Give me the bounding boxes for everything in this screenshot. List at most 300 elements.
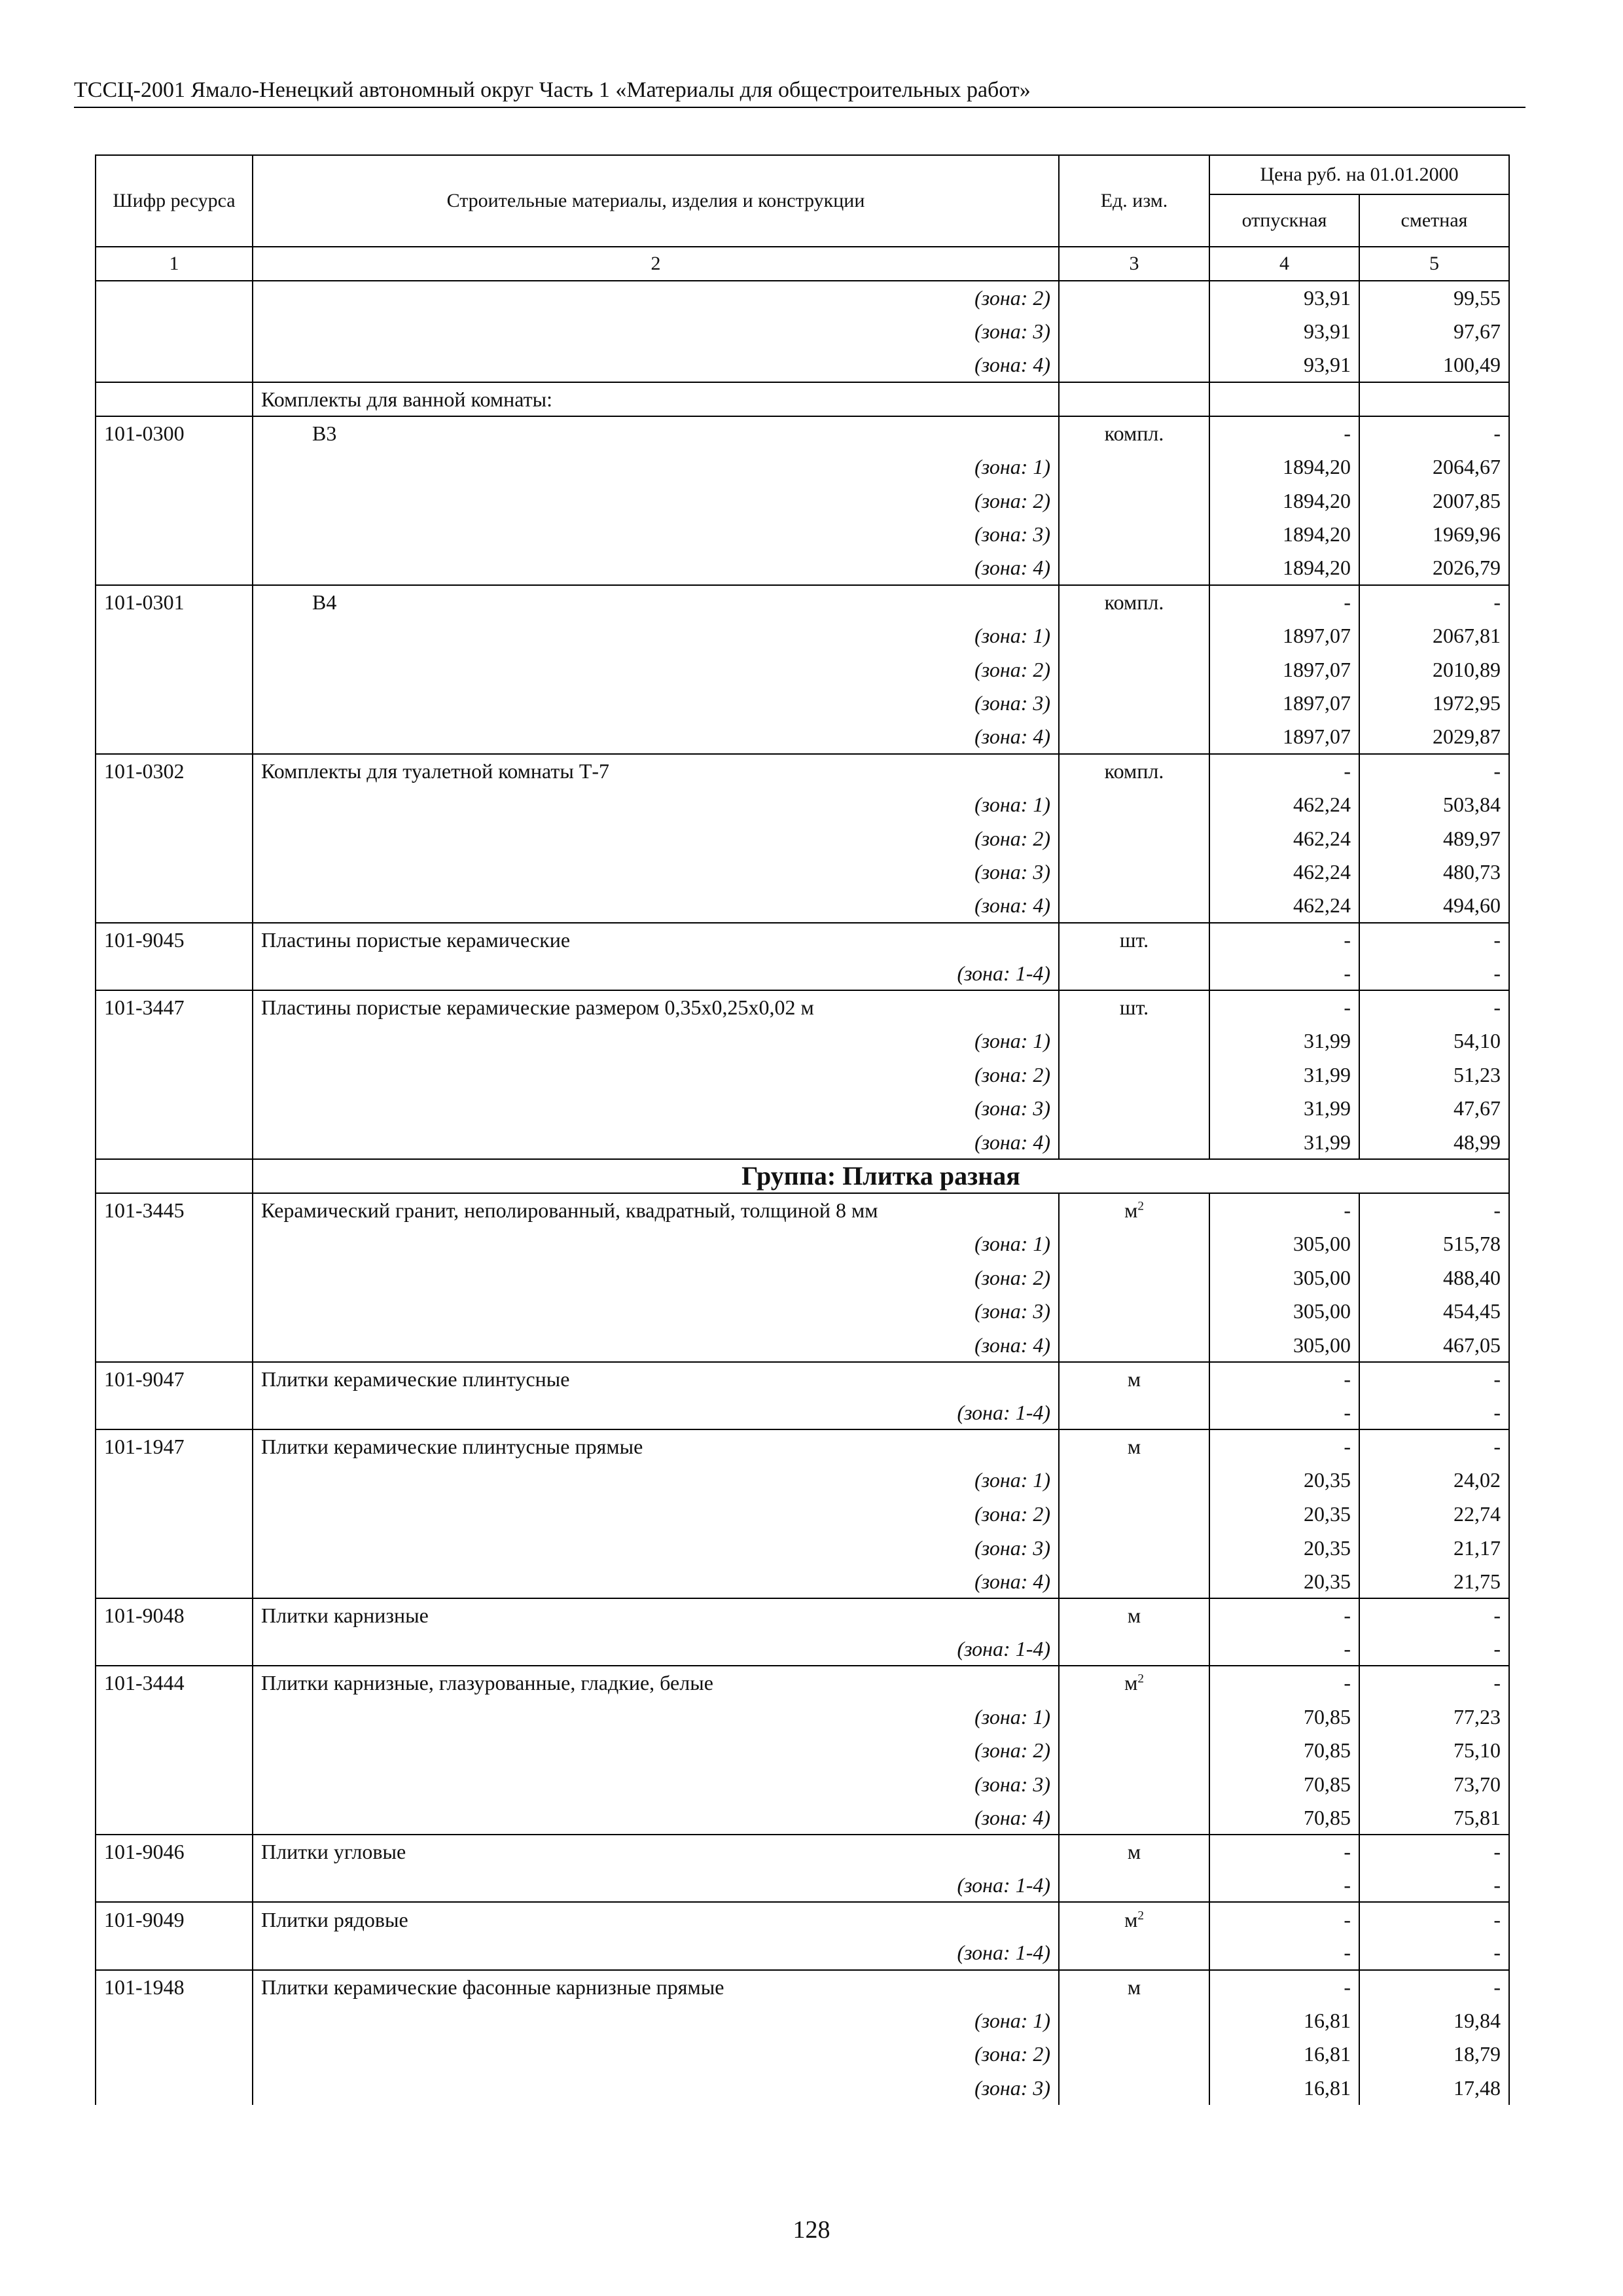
unit-of-measure [1059, 585, 1209, 619]
column-number-row [96, 247, 1509, 281]
zone-label: (зона: 1-4) [253, 1632, 1059, 1666]
estimate-price: - [1359, 1936, 1509, 1970]
unit-of-measure [1059, 1632, 1209, 1666]
zone-row [96, 1869, 1509, 1903]
zone-row [96, 281, 1509, 315]
unit-of-measure [1059, 1733, 1209, 1767]
resource-code [96, 1328, 253, 1362]
material-name: Керамический гранит, неполированный, квадратный, толщиной 8 мм [253, 1193, 1059, 1227]
zone-row [96, 821, 1509, 855]
estimate-price: 97,67 [1359, 315, 1509, 349]
release-price: - [1209, 416, 1359, 450]
material-name: Комплекты для туалетной комнаты Т-7 [253, 754, 1059, 788]
zone-label: (зона: 1) [253, 1463, 1059, 1498]
release-price: - [1209, 1395, 1359, 1429]
table-row [96, 382, 1509, 416]
estimate-price: - [1359, 923, 1509, 957]
release-price: - [1209, 1598, 1359, 1632]
table-row [96, 1598, 1509, 1632]
release-price: 1894,20 [1209, 450, 1359, 484]
estimate-price: 1972,95 [1359, 687, 1509, 721]
page-number: 128 [793, 2216, 830, 2244]
unit-of-measure [1059, 855, 1209, 889]
col-header-estimate: сметная [1359, 194, 1509, 247]
resource-code [96, 2037, 253, 2072]
estimate-price: 2067,81 [1359, 619, 1509, 653]
resource-code [96, 1564, 253, 1598]
unit-of-measure [1059, 720, 1209, 754]
material-name: Плитки карнизные, глазурованные, гладкие, белые [253, 1666, 1059, 1700]
estimate-price: 75,81 [1359, 1801, 1509, 1835]
column-number: 4 [1209, 247, 1359, 281]
zone-label: (зона: 1-4) [253, 956, 1059, 990]
zone-row [96, 1767, 1509, 1801]
resource-code: 101-0302 [96, 754, 253, 788]
release-price: 1894,20 [1209, 484, 1359, 518]
resource-code: 101-9048 [96, 1598, 253, 1632]
zone-label: (зона: 1) [253, 1227, 1059, 1261]
zone-label: (зона: 1) [253, 2003, 1059, 2037]
zone-label: (зона: 1-4) [253, 1936, 1059, 1970]
resource-code [96, 518, 253, 552]
unit-text: м [1127, 1840, 1141, 1864]
zone-label: (зона: 3) [253, 1092, 1059, 1126]
release-price: 1897,07 [1209, 687, 1359, 721]
estimate-price: 515,78 [1359, 1227, 1509, 1261]
unit-text: м [1127, 1975, 1141, 1999]
estimate-price: - [1359, 1835, 1509, 1869]
release-price: - [1209, 1193, 1359, 1227]
estimate-price: - [1359, 1632, 1509, 1666]
release-price: 16,81 [1209, 2003, 1359, 2037]
unit-of-measure [1059, 1936, 1209, 1970]
zone-label: (зона: 2) [253, 2037, 1059, 2072]
resource-code: 101-0301 [96, 585, 253, 619]
zone-row [96, 787, 1509, 821]
estimate-price: - [1359, 416, 1509, 450]
zone-row [96, 956, 1509, 990]
release-price: 462,24 [1209, 889, 1359, 923]
release-price: 20,35 [1209, 1564, 1359, 1598]
release-price: - [1209, 1869, 1359, 1903]
zone-label: (зона: 1-4) [253, 1869, 1059, 1903]
resource-code [96, 821, 253, 855]
release-price: 305,00 [1209, 1295, 1359, 1329]
release-price: 93,91 [1209, 281, 1359, 315]
release-price: 31,99 [1209, 1024, 1359, 1058]
zone-row [96, 855, 1509, 889]
estimate-price: - [1359, 1902, 1509, 1936]
table-row [96, 1970, 1509, 2004]
table-row [96, 1193, 1509, 1227]
resource-code [96, 619, 253, 653]
resource-code: 101-9046 [96, 1835, 253, 1869]
unit-of-measure [1059, 787, 1209, 821]
release-price: - [1209, 923, 1359, 957]
zone-label: (зона: 4) [253, 720, 1059, 754]
material-name: Плитки карнизные [253, 1598, 1059, 1632]
material-name: Плитки керамические плинтусные [253, 1362, 1059, 1396]
resource-code [96, 1869, 253, 1903]
unit-of-measure [1059, 1767, 1209, 1801]
unit-of-measure [1059, 1193, 1209, 1227]
release-price: - [1209, 956, 1359, 990]
unit-of-measure [1059, 1801, 1209, 1835]
zone-label: (зона: 1) [253, 450, 1059, 484]
unit-of-measure [1059, 1395, 1209, 1429]
zone-row [96, 1936, 1509, 1970]
unit-of-measure [1059, 1362, 1209, 1396]
unit-of-measure [1059, 1970, 1209, 2004]
estimate-price: 24,02 [1359, 1463, 1509, 1498]
zone-label: (зона: 1) [253, 619, 1059, 653]
estimate-price: 1969,96 [1359, 518, 1509, 552]
material-name: Плитки керамические фасонные карнизные прямые [253, 1970, 1059, 2004]
unit-of-measure [1059, 551, 1209, 585]
resource-code [96, 1767, 253, 1801]
release-price [1209, 382, 1359, 416]
resource-code [96, 1395, 253, 1429]
table-row [96, 585, 1509, 619]
col-header-code: Шифр ресурса [96, 155, 253, 247]
estimate-price: 54,10 [1359, 1024, 1509, 1058]
table-row [96, 990, 1509, 1024]
unit-of-measure [1059, 1125, 1209, 1159]
zone-row [96, 1125, 1509, 1159]
zone-label: (зона: 4) [253, 1564, 1059, 1598]
estimate-price: - [1359, 1362, 1509, 1396]
unit-of-measure [1059, 754, 1209, 788]
estimate-price: - [1359, 1598, 1509, 1632]
release-price: 93,91 [1209, 315, 1359, 349]
release-price: 70,85 [1209, 1801, 1359, 1835]
unit-text: компл. [1104, 422, 1164, 446]
estimate-price: 51,23 [1359, 1058, 1509, 1092]
material-name: Пластины пористые керамические [253, 923, 1059, 957]
zone-label: (зона: 4) [253, 1328, 1059, 1362]
unit-of-measure [1059, 2071, 1209, 2105]
zone-row [96, 1024, 1509, 1058]
release-price: - [1209, 990, 1359, 1024]
release-price: 31,99 [1209, 1092, 1359, 1126]
resource-code: 101-9045 [96, 923, 253, 957]
zone-row [96, 1295, 1509, 1329]
release-price: 1897,07 [1209, 720, 1359, 754]
unit-of-measure [1059, 1902, 1209, 1936]
document-header: ТССЦ-2001 Ямало-Ненецкий автономный округ Часть 1 «Материалы для общестроительных работ» [74, 74, 1525, 108]
resource-code [96, 551, 253, 585]
estimate-price: 99,55 [1359, 281, 1509, 315]
unit-of-measure [1059, 348, 1209, 382]
zone-row [96, 1497, 1509, 1531]
column-number: 2 [253, 247, 1059, 281]
col-header-unit: Ед. изм. [1059, 155, 1209, 247]
estimate-price: 75,10 [1359, 1733, 1509, 1767]
estimate-price: 22,74 [1359, 1497, 1509, 1531]
resource-code [96, 787, 253, 821]
zone-label: (зона: 3) [253, 1767, 1059, 1801]
unit-of-measure [1059, 1092, 1209, 1126]
table-row [96, 1666, 1509, 1700]
zone-label: (зона: 2) [253, 1733, 1059, 1767]
estimate-price [1359, 382, 1509, 416]
zone-label: (зона: 2) [253, 1497, 1059, 1531]
resource-code [96, 653, 253, 687]
zone-row [96, 653, 1509, 687]
zone-label: (зона: 3) [253, 1531, 1059, 1565]
release-price: 1897,07 [1209, 653, 1359, 687]
col-header-name: Строительные материалы, изделия и конструкции [253, 155, 1059, 247]
zone-row [96, 1801, 1509, 1835]
estimate-price: 488,40 [1359, 1261, 1509, 1295]
estimate-price: 47,67 [1359, 1092, 1509, 1126]
zone-label: (зона: 4) [253, 1801, 1059, 1835]
unit-of-measure [1059, 1328, 1209, 1362]
unit-text: компл. [1104, 590, 1164, 615]
resource-code [96, 1159, 253, 1193]
estimate-price: - [1359, 1666, 1509, 1700]
unit-of-measure [1059, 1261, 1209, 1295]
estimate-price: - [1359, 956, 1509, 990]
estimate-price: 18,79 [1359, 2037, 1509, 2072]
resource-code: 101-3445 [96, 1193, 253, 1227]
table-row [96, 923, 1509, 957]
unit-of-measure [1059, 518, 1209, 552]
zone-row [96, 687, 1509, 721]
zone-label: (зона: 1-4) [253, 1395, 1059, 1429]
estimate-price: 21,17 [1359, 1531, 1509, 1565]
zone-label: (зона: 3) [253, 2071, 1059, 2105]
unit-of-measure [1059, 687, 1209, 721]
estimate-price: 77,23 [1359, 1700, 1509, 1734]
resource-code [96, 1700, 253, 1734]
unit-of-measure [1059, 1429, 1209, 1463]
zone-label: (зона: 1) [253, 1700, 1059, 1734]
zone-row [96, 1058, 1509, 1092]
estimate-price: - [1359, 585, 1509, 619]
zone-label: (зона: 2) [253, 281, 1059, 315]
release-price: 31,99 [1209, 1125, 1359, 1159]
resource-code [96, 1463, 253, 1498]
column-number: 1 [96, 247, 253, 281]
unit-of-measure [1059, 1497, 1209, 1531]
zone-row [96, 2037, 1509, 2072]
resource-code: 101-3444 [96, 1666, 253, 1700]
material-name: Плитки угловые [253, 1835, 1059, 1869]
resource-code [96, 1936, 253, 1970]
unit-of-measure [1059, 416, 1209, 450]
release-price: 305,00 [1209, 1227, 1359, 1261]
zone-row [96, 1395, 1509, 1429]
unit-exponent: 2 [1137, 1199, 1144, 1213]
zone-label: (зона: 3) [253, 1295, 1059, 1329]
estimate-price: 21,75 [1359, 1564, 1509, 1598]
col-header-price: Цена руб. на 01.01.2000 [1209, 155, 1509, 194]
estimate-price: 2007,85 [1359, 484, 1509, 518]
unit-of-measure [1059, 1024, 1209, 1058]
zone-label: (зона: 2) [253, 1261, 1059, 1295]
zone-label: (зона: 3) [253, 315, 1059, 349]
estimate-price: 467,05 [1359, 1328, 1509, 1362]
zone-row [96, 1463, 1509, 1498]
unit-text: м [1127, 1367, 1141, 1391]
release-price: 305,00 [1209, 1261, 1359, 1295]
estimate-price: 503,84 [1359, 787, 1509, 821]
resource-code [96, 1531, 253, 1565]
estimate-price: - [1359, 990, 1509, 1024]
material-name: Комплекты для ванной комнаты: [253, 382, 1059, 416]
unit-of-measure [1059, 653, 1209, 687]
release-price: - [1209, 1902, 1359, 1936]
unit-of-measure [1059, 1666, 1209, 1700]
zone-label: (зона: 3) [253, 518, 1059, 552]
release-price: 462,24 [1209, 855, 1359, 889]
resource-code [96, 1733, 253, 1767]
resource-code [96, 1227, 253, 1261]
unit-of-measure [1059, 1058, 1209, 1092]
section-title: Группа: Плитка разная [253, 1159, 1509, 1193]
estimate-price: 2064,67 [1359, 450, 1509, 484]
release-price: 305,00 [1209, 1328, 1359, 1362]
unit-of-measure [1059, 2003, 1209, 2037]
zone-row [96, 1328, 1509, 1362]
release-price: - [1209, 1632, 1359, 1666]
material-name: В4 [253, 585, 1059, 619]
zone-row [96, 1632, 1509, 1666]
zone-label: (зона: 2) [253, 484, 1059, 518]
estimate-price: - [1359, 1429, 1509, 1463]
release-price: 70,85 [1209, 1700, 1359, 1734]
zone-row [96, 1733, 1509, 1767]
resource-code [96, 956, 253, 990]
section-row [96, 1159, 1509, 1193]
estimate-price: 2010,89 [1359, 653, 1509, 687]
resource-code [96, 1058, 253, 1092]
zone-row [96, 315, 1509, 349]
unit-of-measure [1059, 1227, 1209, 1261]
unit-of-measure [1059, 1835, 1209, 1869]
unit-text: м [1124, 1198, 1138, 1223]
zone-row [96, 484, 1509, 518]
unit-text: м [1124, 1907, 1138, 1931]
zone-label: (зона: 4) [253, 889, 1059, 923]
resource-code [96, 1092, 253, 1126]
unit-text: компл. [1104, 759, 1164, 783]
estimate-price: - [1359, 1869, 1509, 1903]
release-price: 20,35 [1209, 1463, 1359, 1498]
resource-code [96, 1801, 253, 1835]
release-price: - [1209, 1362, 1359, 1396]
unit-of-measure [1059, 1869, 1209, 1903]
resource-code [96, 1295, 253, 1329]
resource-code: 101-1947 [96, 1429, 253, 1463]
zone-row [96, 518, 1509, 552]
release-price: - [1209, 585, 1359, 619]
estimate-price: 19,84 [1359, 2003, 1509, 2037]
release-price: 20,35 [1209, 1497, 1359, 1531]
release-price: - [1209, 1970, 1359, 2004]
unit-text: м [1127, 1435, 1141, 1459]
release-price: - [1209, 1835, 1359, 1869]
resource-code [96, 1632, 253, 1666]
zone-label: (зона: 1) [253, 787, 1059, 821]
table-header [96, 155, 1509, 281]
material-name: Пластины пористые керамические размером 0,35х0,25х0,02 м [253, 990, 1059, 1024]
table-row [96, 1429, 1509, 1463]
unit-of-measure [1059, 450, 1209, 484]
release-price: 16,81 [1209, 2071, 1359, 2105]
estimate-price: 48,99 [1359, 1125, 1509, 1159]
table-row [96, 1362, 1509, 1396]
zone-row [96, 348, 1509, 382]
unit-of-measure [1059, 1463, 1209, 1498]
material-name: Плитки рядовые [253, 1902, 1059, 1936]
estimate-price: 480,73 [1359, 855, 1509, 889]
resource-code [96, 1497, 253, 1531]
resource-code [96, 281, 253, 315]
unit-of-measure [1059, 484, 1209, 518]
unit-of-measure [1059, 889, 1209, 923]
unit-of-measure [1059, 619, 1209, 653]
resource-code [96, 484, 253, 518]
unit-of-measure [1059, 821, 1209, 855]
unit-of-measure [1059, 1531, 1209, 1565]
zone-label: (зона: 2) [253, 1058, 1059, 1092]
estimate-price: 100,49 [1359, 348, 1509, 382]
estimate-price: - [1359, 1395, 1509, 1429]
resource-code [96, 450, 253, 484]
resource-code [96, 1125, 253, 1159]
release-price: - [1209, 754, 1359, 788]
zone-row [96, 1092, 1509, 1126]
unit-text: м [1127, 1604, 1141, 1628]
resource-code [96, 2071, 253, 2105]
zone-row [96, 2071, 1509, 2105]
estimate-price: 454,45 [1359, 1295, 1509, 1329]
release-price: 1897,07 [1209, 619, 1359, 653]
estimate-price: 494,60 [1359, 889, 1509, 923]
zone-row [96, 1227, 1509, 1261]
estimate-price: 489,97 [1359, 821, 1509, 855]
release-price: 16,81 [1209, 2037, 1359, 2072]
zone-label: (зона: 3) [253, 687, 1059, 721]
release-price: 70,85 [1209, 1733, 1359, 1767]
zone-row [96, 889, 1509, 923]
resource-code [96, 315, 253, 349]
unit-of-measure [1059, 1598, 1209, 1632]
zone-row [96, 551, 1509, 585]
estimate-price: 73,70 [1359, 1767, 1509, 1801]
release-price: 70,85 [1209, 1767, 1359, 1801]
resource-code [96, 687, 253, 721]
estimate-price: 17,48 [1359, 2071, 1509, 2105]
zone-row [96, 2003, 1509, 2037]
table-row [96, 416, 1509, 450]
release-price: 462,24 [1209, 821, 1359, 855]
estimate-price: - [1359, 754, 1509, 788]
zone-row [96, 450, 1509, 484]
resource-code: 101-9047 [96, 1362, 253, 1396]
unit-exponent: 2 [1137, 1672, 1144, 1686]
zone-row [96, 1700, 1509, 1734]
unit-text: шт. [1119, 927, 1149, 952]
unit-text: шт. [1119, 996, 1149, 1020]
table-row [96, 1835, 1509, 1869]
zone-label: (зона: 2) [253, 821, 1059, 855]
unit-exponent: 2 [1137, 1908, 1144, 1922]
unit-of-measure [1059, 923, 1209, 957]
resource-code [96, 855, 253, 889]
